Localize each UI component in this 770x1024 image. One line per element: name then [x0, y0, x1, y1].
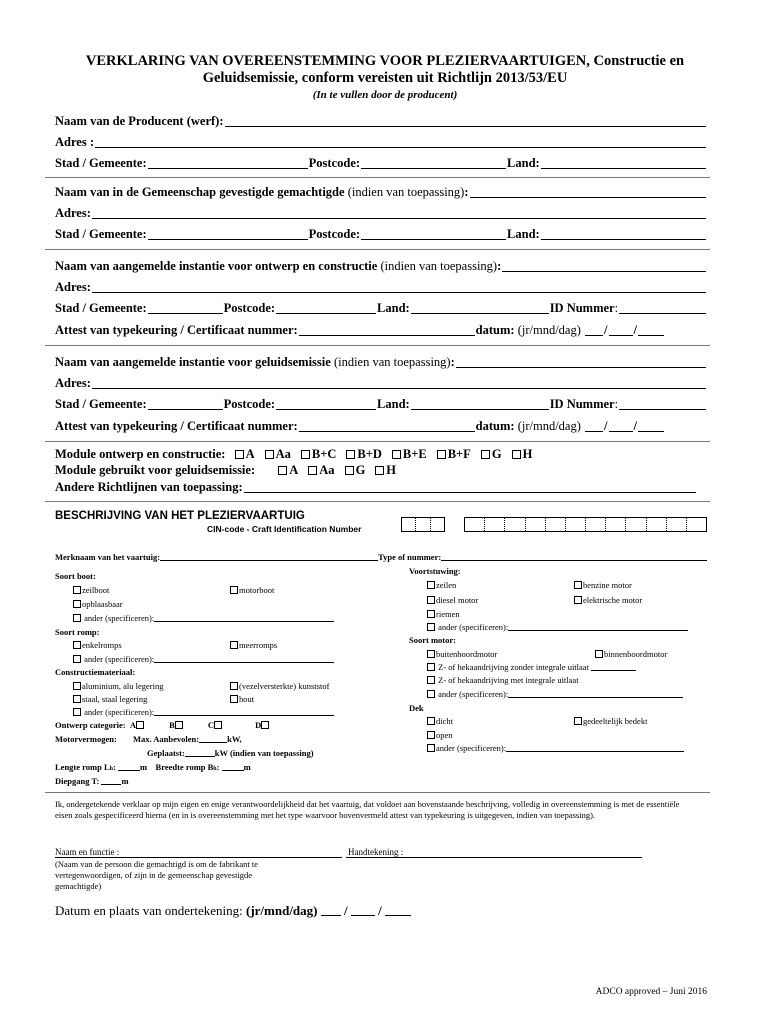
opblaasbaar-checkbox[interactable]	[73, 600, 81, 608]
module-geluid-h-checkbox[interactable]	[375, 466, 384, 475]
motor-ander-option[interactable]: ander (specificeren):	[427, 689, 683, 699]
z-zonder-field[interactable]	[591, 662, 636, 671]
riemen-option[interactable]: riemen	[427, 609, 460, 619]
zeilboot-checkbox[interactable]	[73, 586, 81, 594]
module-geluid-g-checkbox[interactable]	[345, 466, 354, 475]
staal-checkbox[interactable]	[73, 695, 81, 703]
module-geluid-a-checkbox[interactable]	[278, 466, 287, 475]
naam-functie-field[interactable]	[55, 857, 342, 858]
handtekening-field[interactable]	[346, 857, 642, 858]
ontwerp-categorie-row: Ontwerp categorie: A B C D	[55, 720, 270, 730]
naam-functie-label: Naam en functie :	[55, 847, 120, 857]
kunststof-checkbox[interactable]	[230, 682, 238, 690]
diepgang-row: Diepgang T: m	[55, 776, 129, 786]
instantie-geluid-naam-row: Naam van aangemelde instantie voor geluidsemissie (indien van toepassing) :	[55, 354, 707, 370]
module-constructie-b-d-option[interactable]: B+D	[340, 447, 382, 462]
gemachtigde-naam-field[interactable]	[470, 185, 707, 198]
instantie-ontwerp-stad-field[interactable]	[148, 301, 223, 314]
zeilboot-option[interactable]: zeilboot	[73, 585, 109, 595]
instantie-geluid-naam-field[interactable]	[456, 355, 706, 368]
gemachtigde-stad-row: Stad / Gemeente: Postcode: Land:	[55, 226, 707, 242]
meerromps-checkbox[interactable]	[230, 641, 238, 649]
gemachtigde-land-field[interactable]	[541, 227, 706, 240]
gemachtigde-postcode-field[interactable]	[361, 227, 506, 240]
diepgang-field[interactable]	[101, 776, 121, 785]
module-constructie-b-c-checkbox[interactable]	[301, 450, 310, 459]
meerromps-option[interactable]: meerromps	[230, 640, 277, 650]
merknaam-field[interactable]	[160, 552, 378, 561]
datum-plaats-row: Datum en plaats van ondertekening: (jr/mnd/dag) / /	[55, 903, 411, 919]
kunststof-option[interactable]: (vezelversterkte) kunststof	[230, 681, 329, 691]
module-constructie-b-f-checkbox[interactable]	[437, 450, 446, 459]
onderteken-dag-field[interactable]	[385, 904, 411, 916]
divider	[45, 441, 710, 442]
aluminium-option[interactable]: aluminium, alu legering	[73, 681, 163, 691]
module-constructie-aa-checkbox[interactable]	[265, 450, 274, 459]
gedeeltelijk-checkbox[interactable]	[574, 717, 582, 725]
module-constructie-b-c-option[interactable]: B+C	[295, 447, 337, 462]
diesel-option[interactable]: diesel motor	[427, 595, 478, 605]
categorie-d-checkbox[interactable]	[261, 721, 269, 729]
instantie-ontwerp-postcode-field[interactable]	[276, 301, 376, 314]
materiaal-ander-checkbox[interactable]	[73, 708, 81, 716]
motor-ander-checkbox[interactable]	[427, 690, 435, 698]
instantie-ontwerp-stad-row: Stad / Gemeente: Postcode: Land: ID Nummer :	[55, 300, 707, 316]
instantie-geluid-stad-row: Stad / Gemeente: Postcode: Land: ID Nummer :	[55, 396, 707, 412]
instantie-ontwerp-attest-row: Attest van typekeuring / Certificaat nummer: datum: (jr/mnd/dag) / /	[55, 322, 707, 338]
instantie-geluid-attest-row: Attest van typekeuring / Certificaat nummer: datum: (jr/mnd/dag) / /	[55, 418, 707, 434]
instantie-ontwerp-jaar-field[interactable]	[585, 323, 603, 336]
dek-ander-checkbox[interactable]	[427, 744, 435, 752]
instantie-geluid-dag-field[interactable]	[638, 419, 664, 432]
materiaal-ander-field[interactable]	[154, 707, 334, 716]
module-geluid-aa-checkbox[interactable]	[308, 466, 317, 475]
boot-ander-field[interactable]	[154, 613, 334, 622]
module-constructie-row: Module ontwerp en constructie: A Aa B+C B+D B+E B+F G H	[55, 447, 533, 461]
elektrisch-checkbox[interactable]	[574, 596, 582, 604]
instantie-geluid-land-field[interactable]	[411, 397, 549, 410]
module-constructie-b-e-checkbox[interactable]	[392, 450, 401, 459]
instantie-geluid-maand-field[interactable]	[609, 419, 633, 432]
elektrisch-option[interactable]: elektrische motor	[574, 595, 642, 605]
categorie-b-checkbox[interactable]	[175, 721, 183, 729]
instantie-ontwerp-adres-row: Adres:	[55, 279, 707, 295]
module-constructie-a-checkbox[interactable]	[235, 450, 244, 459]
producent-stad-field[interactable]	[148, 156, 308, 169]
module-geluid-aa-option[interactable]: Aa	[302, 463, 334, 478]
module-constructie-b-f-option[interactable]: B+F	[431, 447, 471, 462]
binnenboord-option[interactable]: binnenboordmotor	[595, 649, 667, 659]
open-checkbox[interactable]	[427, 731, 435, 739]
footer-note: ADCO approved – Juni 2016	[595, 987, 707, 997]
hout-checkbox[interactable]	[230, 695, 238, 703]
instantie-ontwerp-attest-field[interactable]	[299, 323, 475, 336]
geplaatst-field[interactable]	[185, 748, 215, 757]
aluminium-checkbox[interactable]	[73, 682, 81, 690]
open-option[interactable]: open	[427, 730, 453, 740]
form-subtitle: (In te vullen door de producent)	[312, 89, 458, 101]
producent-adres-field[interactable]	[95, 135, 706, 148]
riemen-checkbox[interactable]	[427, 610, 435, 618]
binnenboord-checkbox[interactable]	[595, 650, 603, 658]
lengte-field[interactable]	[118, 762, 140, 771]
diesel-checkbox[interactable]	[427, 596, 435, 604]
onderteken-maand-field[interactable]	[351, 904, 375, 916]
producent-land-field[interactable]	[541, 156, 706, 169]
module-geluid-h-option[interactable]: H	[369, 463, 396, 478]
divider	[45, 249, 710, 250]
onderteken-jaar-field[interactable]	[321, 904, 341, 916]
andere-richtlijnen-field[interactable]	[244, 480, 696, 493]
dek-ander-field[interactable]	[506, 743, 684, 752]
instantie-geluid-id-field[interactable]	[619, 397, 706, 410]
zeilen-option[interactable]: zeilen	[427, 580, 456, 590]
form-title: VERKLARING VAN OVEREENSTEMMING VOOR PLEZIERVAARTUIGEN, Constructie en Geluidsemissie, conform vereisten uit Richtlijn 2013/53/EU	[85, 53, 685, 86]
gemachtigde-stad-field[interactable]	[148, 227, 308, 240]
max-aanbevolen-field[interactable]	[199, 734, 227, 743]
producent-adres-row: Adres :	[55, 134, 707, 150]
module-constructie-a-option[interactable]: A	[229, 447, 255, 462]
module-geluid-a-option[interactable]: A	[272, 463, 298, 478]
divider	[45, 177, 710, 178]
boot-ander-checkbox[interactable]	[73, 614, 81, 622]
motorboot-option[interactable]: motorboot	[230, 585, 274, 595]
geplaatst-row: Geplaatst: kW (indien van toepassing)	[147, 748, 314, 758]
gedeeltelijk-option[interactable]: gedeeltelijk bedekt	[574, 716, 647, 726]
romp-ander-option[interactable]: ander (specificeren):	[73, 654, 334, 664]
gemachtigde-adres-row: Adres:	[55, 205, 707, 221]
boot-ander-option[interactable]: ander (specificeren):	[73, 613, 334, 623]
hout-option[interactable]: hout	[230, 694, 254, 704]
handtekening-label: Handtekening :	[348, 847, 404, 857]
instantie-ontwerp-naam-row: Naam van aangemelde instantie voor ontwerp en constructie (indien van toepassing) :	[55, 258, 707, 274]
instantie-ontwerp-dag-field[interactable]	[638, 323, 664, 336]
voortstuwing-ander-option[interactable]: ander (specificeren):	[427, 622, 688, 632]
z-met-option[interactable]: Z- of hekaandrijving met integrale uitlaat	[427, 675, 579, 685]
lengte-breedte-row: Lengte romp Lh: m Breedte romp Bh: m	[55, 762, 251, 772]
buitenboord-checkbox[interactable]	[427, 650, 435, 658]
producent-stad-row: Stad / Gemeente: Postcode: Land:	[55, 155, 707, 171]
gemachtigde-adres-field[interactable]	[92, 206, 706, 219]
module-geluid-g-option[interactable]: G	[339, 463, 366, 478]
gemachtigde-naam-row: Naam van in de Gemeenschap gevestigde gemachtigde (indien van toepassing) :	[55, 184, 707, 200]
motorvermogen-row: Motorvermogen: Max. Aanbevolen: kW,	[55, 734, 242, 744]
romp-ander-checkbox[interactable]	[73, 655, 81, 663]
instantie-geluid-postcode-field[interactable]	[276, 397, 376, 410]
instantie-ontwerp-adres-field[interactable]	[92, 280, 706, 293]
zeilen-checkbox[interactable]	[427, 581, 435, 589]
breedte-field[interactable]	[222, 762, 244, 771]
module-constructie-g-checkbox[interactable]	[481, 450, 490, 459]
module-constructie-aa-option[interactable]: Aa	[259, 447, 291, 462]
instantie-geluid-adres-row: Adres:	[55, 375, 707, 391]
dicht-checkbox[interactable]	[427, 717, 435, 725]
verklaring-text: Ik, ondergetekende verklaar op mijn eigen en enige verantwoordelijkheid dat het vaartuig, dat voldoet aan bovenstaande beschrijving, volledig in overeenstemming is met de essentiële eisen zoals gespecificeerd hierna (en in is overeenstemming met het type waarvoor bovenvermeld attest van typekeuring is uitgegeven, indien van toepassing).	[55, 799, 680, 820]
producent-naam-row: Naam van de Producent (werf):	[55, 113, 707, 129]
module-constructie-h-checkbox[interactable]	[512, 450, 521, 459]
dek-ander-option[interactable]: ander (specificeren):	[427, 743, 684, 753]
z-zonder-option[interactable]: Z- of hekaandrijving zonder integrale uitlaat	[427, 662, 636, 672]
module-constructie-b-d-checkbox[interactable]	[346, 450, 355, 459]
naam-functie-note: (Naam van de persoon die gemachtigd is om de fabrikant te vertegenwoordigen, of zijn in de gemeenschap gevestigde gemachtigde)	[55, 859, 258, 891]
producent-naam-field[interactable]	[225, 114, 707, 127]
andere-richtlijnen-row: Andere Richtlijnen van toepassing:	[55, 479, 697, 495]
buitenboord-option[interactable]: buitenboordmotor	[427, 649, 497, 659]
cin-label: CIN-code - Craft Identification Number	[207, 524, 362, 534]
enkelromps-checkbox[interactable]	[73, 641, 81, 649]
voortstuwing-ander-checkbox[interactable]	[427, 623, 435, 631]
z-met-checkbox[interactable]	[427, 676, 435, 684]
instantie-ontwerp-land-field[interactable]	[411, 301, 549, 314]
dicht-option[interactable]: dicht	[427, 716, 453, 726]
categorie-c-checkbox[interactable]	[214, 721, 222, 729]
producent-postcode-field[interactable]	[361, 156, 506, 169]
instantie-geluid-adres-field[interactable]	[92, 376, 706, 389]
module-constructie-b-e-option[interactable]: B+E	[386, 447, 427, 462]
module-constructie-g-option[interactable]: G	[475, 447, 502, 462]
voortstuwing-ander-field[interactable]	[508, 622, 688, 631]
module-constructie-h-option[interactable]: H	[506, 447, 533, 462]
divider	[45, 345, 710, 346]
instantie-ontwerp-naam-field[interactable]	[502, 259, 706, 272]
cin-box-country[interactable]	[401, 517, 445, 532]
divider	[45, 792, 710, 793]
categorie-a-checkbox[interactable]	[136, 721, 144, 729]
cin-box-code[interactable]	[464, 517, 707, 532]
instantie-geluid-attest-field[interactable]	[299, 419, 475, 432]
materiaal-ander-option[interactable]: ander (specificeren):	[73, 707, 334, 717]
instantie-geluid-jaar-field[interactable]	[585, 419, 603, 432]
benzine-checkbox[interactable]	[574, 581, 582, 589]
type-field[interactable]	[441, 552, 707, 561]
benzine-option[interactable]: benzine motor	[574, 580, 632, 590]
divider	[45, 501, 710, 502]
staal-option[interactable]: staal, staal legering	[73, 694, 147, 704]
instantie-ontwerp-id-field[interactable]	[619, 301, 706, 314]
beschrijving-heading: BESCHRIJVING VAN HET PLEZIERVAARTUIG	[55, 510, 305, 522]
instantie-ontwerp-maand-field[interactable]	[609, 323, 633, 336]
instantie-geluid-stad-field[interactable]	[148, 397, 223, 410]
motorboot-checkbox[interactable]	[230, 586, 238, 594]
enkelromps-option[interactable]: enkelromps	[73, 640, 122, 650]
module-geluid-row: Module gebruikt voor geluidsemissie: A Aa G H	[55, 463, 397, 477]
romp-ander-field[interactable]	[154, 654, 334, 663]
merknaam-row: Merknaam van het vaartuig: Type of nummer:	[55, 552, 707, 562]
opblaasbaar-option[interactable]: opblaasbaar	[73, 599, 123, 609]
motor-ander-field[interactable]	[508, 689, 683, 698]
z-zonder-checkbox[interactable]	[427, 663, 435, 671]
